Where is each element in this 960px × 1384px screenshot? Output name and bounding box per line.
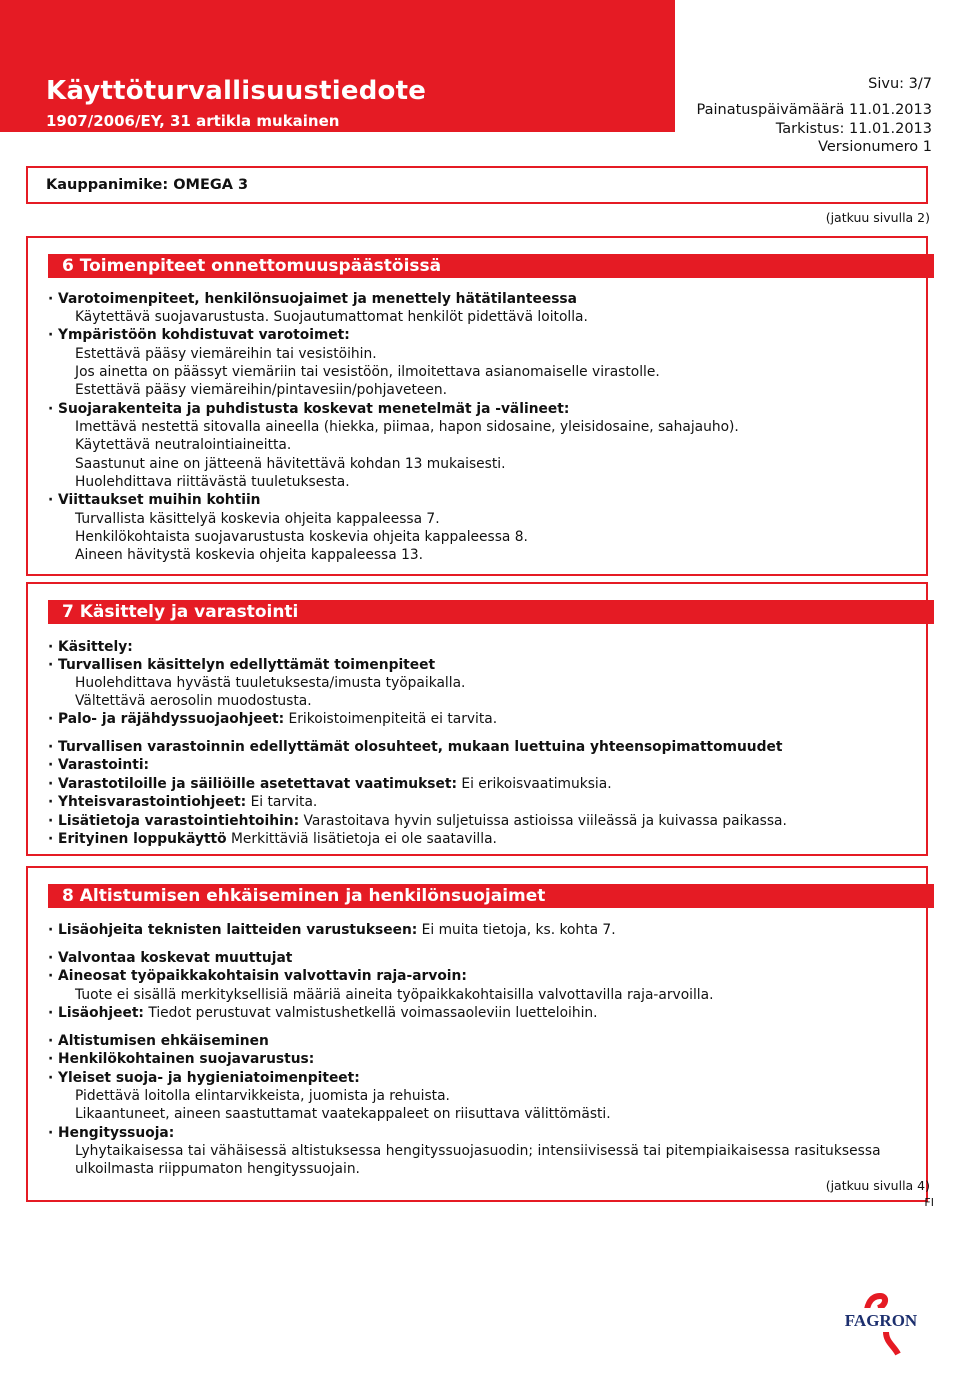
s6-line: Imettävä nestettä sitovalla aineella (hiekka, piimaa, hapon sidosaine, yleisidosaine, sahajauho).	[75, 419, 739, 435]
s6-line: Jos ainetta on päässyt viemäriin tai vesistöön, ilmoitettava asianomaiselle virastolle.	[75, 364, 660, 380]
document-subtitle: 1907/2006/EY, 31 artikla mukainen	[46, 112, 340, 130]
s8-line: · Lisäohjeet: Tiedot perustuvat valmistushetkellä voimassaoleviin luetteloihin.	[48, 1005, 598, 1021]
s7-line: · Erityinen loppukäyttö Merkittäviä lisätietoja ei ole saatavilla.	[48, 831, 497, 847]
s7-line: Vältettävä aerosolin muodostusta.	[75, 693, 312, 709]
print-date: Painatuspäivämäärä 11.01.2013	[696, 102, 932, 118]
version-number: Versionumero 1	[818, 139, 932, 155]
s8-line: · Aineosat työpaikkakohtaisin valvottavin raja-arvoin:	[48, 968, 467, 984]
continued-on: (jatkuu sivulla 4)	[825, 1178, 930, 1193]
s8-line: Pidettävä loitolla elintarvikkeista, juomista ja rehuista.	[75, 1088, 450, 1104]
s7-line: · Varastotiloille ja säiliöille asetettavat vaatimukset: Ei erikoisvaatimuksia.	[48, 776, 612, 792]
s8-line: Tuote ei sisällä merkityksellisiä määriä aineita työpaikkakohtaisilla valvottavilla raja-arvoilla.	[75, 987, 714, 1003]
s6-line: · Ympäristöön kohdistuvat varotoimet:	[48, 327, 350, 343]
s6-line: Käytettävä neutralointiaineitta.	[75, 437, 292, 453]
fagron-logo-icon	[836, 1276, 926, 1366]
revision-date: Tarkistus: 11.01.2013	[775, 121, 932, 137]
s7-line: · Yhteisvarastointiohjeet: Ei tarvita.	[48, 794, 318, 810]
s6-line: Käytettävä suojavarustusta. Suojautumattomat henkilöt pidettävä loitolla.	[75, 309, 588, 325]
continued-from: (jatkuu sivulla 2)	[825, 210, 930, 225]
s6-line: Turvallista käsittelyä koskevia ohjeita kappaleessa 7.	[75, 511, 440, 527]
trade-name-box	[26, 166, 928, 204]
s8-line: · Lisäohjeita teknisten laitteiden varustukseen: Ei muita tietoja, ks. kohta 7.	[48, 922, 616, 938]
s8-line: · Yleiset suoja- ja hygieniatoimenpiteet:	[48, 1070, 360, 1086]
s7-line: · Varastointi:	[48, 757, 150, 773]
fagron-logo	[836, 1276, 926, 1366]
s6-line: · Viittaukset muihin kohtiin	[48, 492, 261, 508]
s6-line: Estettävä pääsy viemäreihin/pintavesiin/pohjaveteen.	[75, 382, 448, 398]
s7-line: · Palo- ja räjähdyssuojaohjeet: Erikoistoimenpiteitä ei tarvita.	[48, 711, 498, 727]
s7-line: · Käsittely:	[48, 639, 133, 655]
s6-line: Saastunut aine on jätteenä hävitettävä kohdan 13 mukaisesti.	[75, 456, 506, 472]
section-6-title: 6 Toimenpiteet onnettomuuspäästöissä	[48, 254, 934, 278]
s8-line: ulkoilmasta riippumaton hengityssuojain.	[75, 1161, 360, 1177]
section-8-title: 8 Altistumisen ehkäiseminen ja henkilönsuojaimet	[48, 884, 934, 908]
svg-text:FAGRON: FAGRON	[844, 1311, 918, 1330]
s8-line: · Hengityssuoja:	[48, 1125, 175, 1141]
s6-line: Huolehdittava riittävästä tuuletuksesta.	[75, 474, 350, 490]
trade-name: Kauppanimike: OMEGA 3	[46, 177, 249, 193]
s6-line: Aineen hävitystä koskevia ohjeita kappaleessa 13.	[75, 547, 424, 563]
s6-line: Estettävä pääsy viemäreihin tai vesistöihin.	[75, 346, 377, 362]
s6-line: · Suojarakenteita ja puhdistusta koskevat menetelmät ja -välineet:	[48, 401, 570, 417]
language-code: FI	[924, 1196, 934, 1209]
s7-line: · Lisätietoja varastointiehtoihin: Varastoitava hyvin suljetuissa astioissa viileässä ja kuivassa paikassa.	[48, 813, 787, 829]
section-7-title: 7 Käsittely ja varastointi	[48, 600, 934, 624]
s6-line: Henkilökohtaista suojavarustusta koskevia ohjeita kappaleessa 8.	[75, 529, 528, 545]
s7-line: · Turvallisen käsittelyn edellyttämät toimenpiteet	[48, 657, 436, 673]
page-number: Sivu: 3/7	[868, 76, 932, 92]
s7-line: · Turvallisen varastoinnin edellyttämät olosuhteet, mukaan luettuina yhteensopimattomuudet	[48, 739, 783, 755]
s8-line: · Altistumisen ehkäiseminen	[48, 1033, 269, 1049]
s8-line: · Valvontaa koskevat muuttujat	[48, 950, 293, 966]
s8-line: · Henkilökohtainen suojavarustus:	[48, 1051, 315, 1067]
s6-line: · Varotoimenpiteet, henkilönsuojaimet ja menettely hätätilanteessa	[48, 291, 577, 307]
s7-line: Huolehdittava hyvästä tuuletuksesta/imusta työpaikalla.	[75, 675, 466, 691]
s8-line: Likaantuneet, aineen saastuttamat vaatekappaleet on riisuttava välittömästi.	[75, 1106, 611, 1122]
document-title: Käyttöturvallisuustiedote	[46, 76, 427, 106]
s8-line: Lyhytaikaisessa tai vähäisessä altistuksessa hengityssuojasuodin; intensiivisessä tai pitempiaikaisessa rasituksessa	[75, 1143, 881, 1159]
